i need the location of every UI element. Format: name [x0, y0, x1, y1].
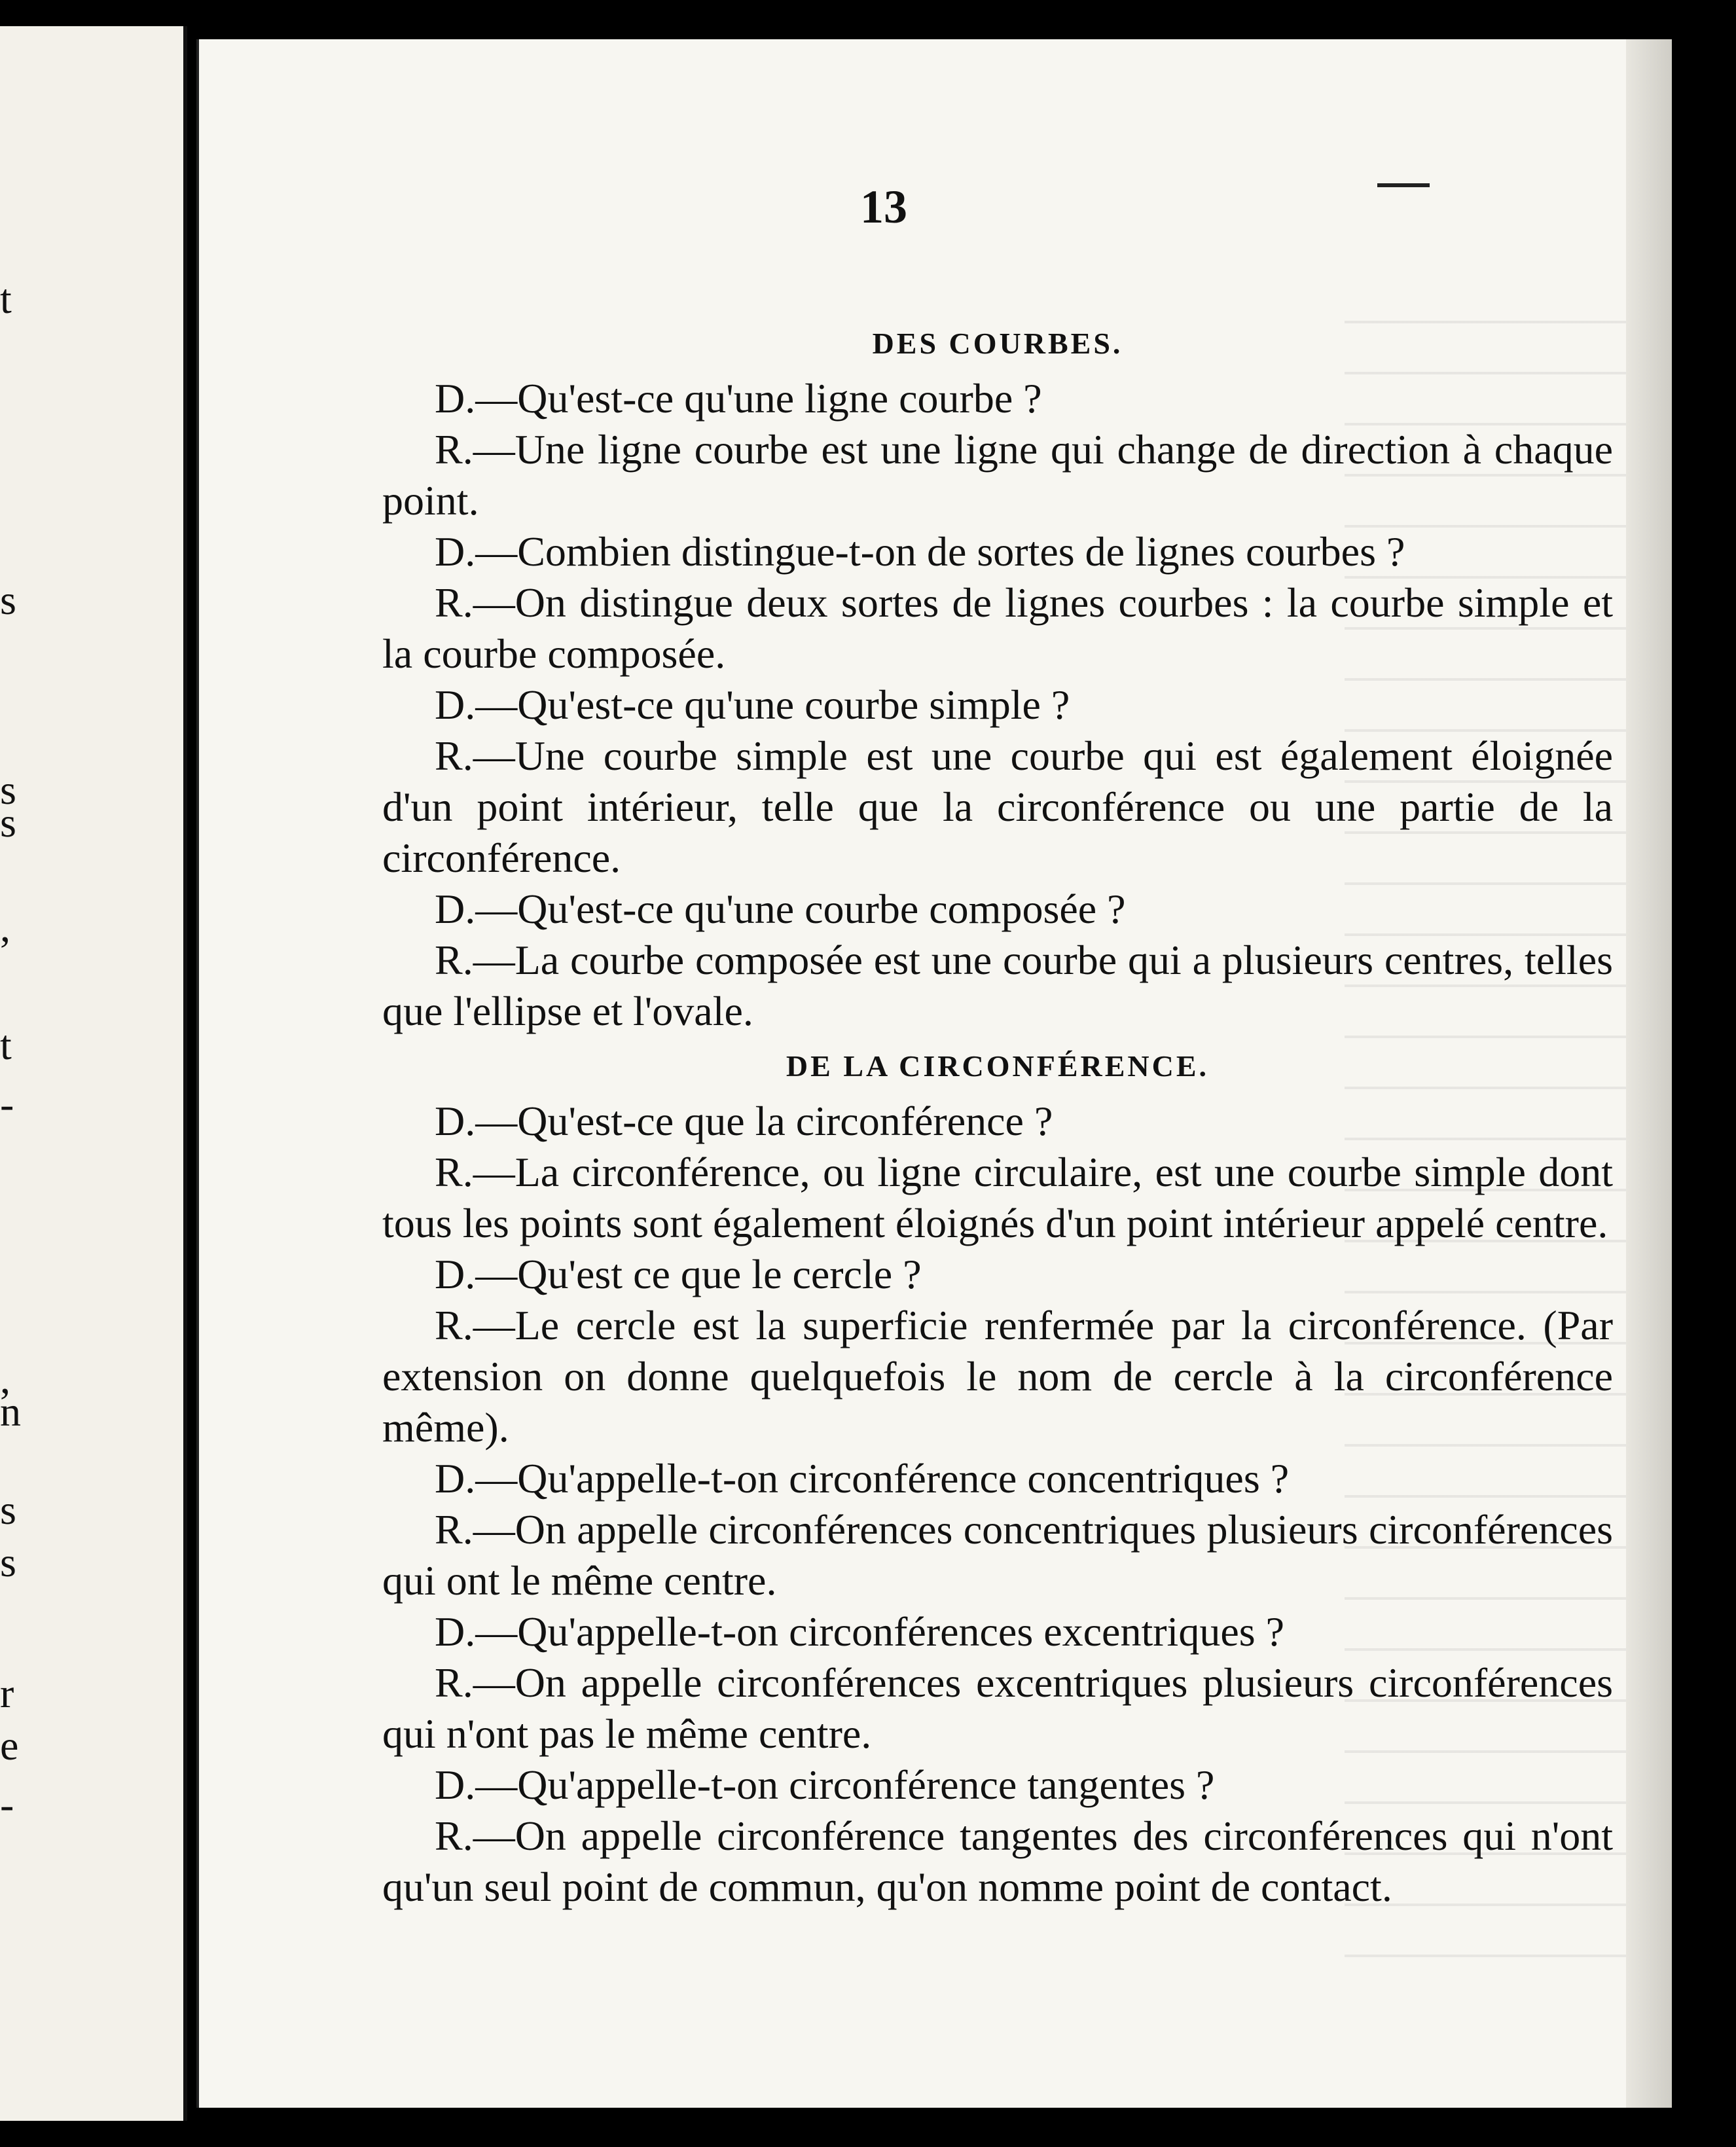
corner-mark — [1377, 183, 1430, 187]
question-paragraph: D.—Qu'est-ce qu'une courbe simple ? — [435, 681, 1070, 728]
facing-letter: s — [0, 767, 16, 813]
section-heading: DES COURBES. — [872, 327, 1123, 360]
facing-letter: - — [0, 1781, 14, 1828]
page-number: 13 — [860, 181, 907, 233]
answer-paragraph: R.—On appelle circonférences excentriques plusieurs circonférences qui n'ont pas le même centre. — [382, 1659, 1613, 1757]
facing-letter: , — [0, 1356, 10, 1402]
section-heading: DE LA CIRCONFÉRENCE. — [786, 1049, 1210, 1083]
answer-paragraph: R.—On distingue deux sortes de lignes courbes : la courbe simple et la courbe composée. — [382, 579, 1613, 677]
facing-page-edge — [0, 26, 187, 2121]
book-page — [196, 39, 1672, 2108]
answer-paragraph: R.—La circonférence, ou ligne circulaire, est une courbe simple dont tous les points sont également éloignés d'un point intérieur appelé centre. — [382, 1149, 1613, 1246]
question-paragraph: D.—Qu'est-ce que la circonférence ? — [435, 1098, 1053, 1144]
answer-paragraph: R.—Une courbe simple est une courbe qui est également éloignée d'un point intérieur, telle que la circonférence ou une partie de la circonférence. — [382, 732, 1613, 881]
facing-letter: n — [0, 1388, 21, 1435]
facing-letter: e — [0, 1722, 19, 1769]
question-paragraph: D.—Qu'est-ce qu'une courbe composée ? — [435, 886, 1126, 932]
facing-page-letters — [0, 26, 26, 2121]
answer-paragraph: R.—Le cercle est la superficie renfermée par la circonférence. (Par extension on donne quelquefois le nom de cercle à la circonférence même). — [382, 1302, 1613, 1451]
question-paragraph: D.—Qu'appelle-t-on circonférences excentriques ? — [435, 1608, 1285, 1655]
question-paragraph: D.—Combien distingue-t-on de sortes de lignes courbes ? — [435, 528, 1405, 575]
answer-paragraph: R.—Une ligne courbe est une ligne qui change de direction à chaque point. — [382, 426, 1613, 524]
facing-letter: s — [0, 1487, 16, 1533]
answer-paragraph: R.—On appelle circonférence tangentes des circonférences qui n'ont qu'un seul point de commun, qu'on nomme point de contact. — [382, 1813, 1613, 1910]
facing-letter: t — [0, 1022, 12, 1068]
facing-letter: t — [0, 276, 12, 322]
facing-letter: - — [0, 1081, 14, 1127]
question-paragraph: D.—Qu'est ce que le cercle ? — [435, 1251, 922, 1297]
facing-letter: s — [0, 1539, 16, 1585]
facing-letter: s — [0, 799, 16, 846]
question-paragraph: D.—Qu'est-ce qu'une ligne courbe ? — [435, 375, 1042, 422]
facing-letter: s — [0, 577, 16, 623]
facing-letter: , — [0, 904, 10, 950]
answer-paragraph: R.—La courbe composée est une courbe qui a plusieurs centres, telles que l'ellipse et l'ovale. — [382, 937, 1613, 1034]
page-edge-shadow — [1626, 39, 1672, 2108]
question-paragraph: D.—Qu'appelle-t-on circonférence concentriques ? — [435, 1455, 1290, 1502]
facing-letter: r — [0, 1670, 14, 1716]
answer-paragraph: R.—On appelle circonférences concentriques plusieurs circonférences qui ont le même centre. — [382, 1506, 1613, 1604]
question-paragraph: D.—Qu'appelle-t-on circonférence tangentes ? — [435, 1761, 1215, 1808]
page-text — [382, 314, 1613, 1913]
